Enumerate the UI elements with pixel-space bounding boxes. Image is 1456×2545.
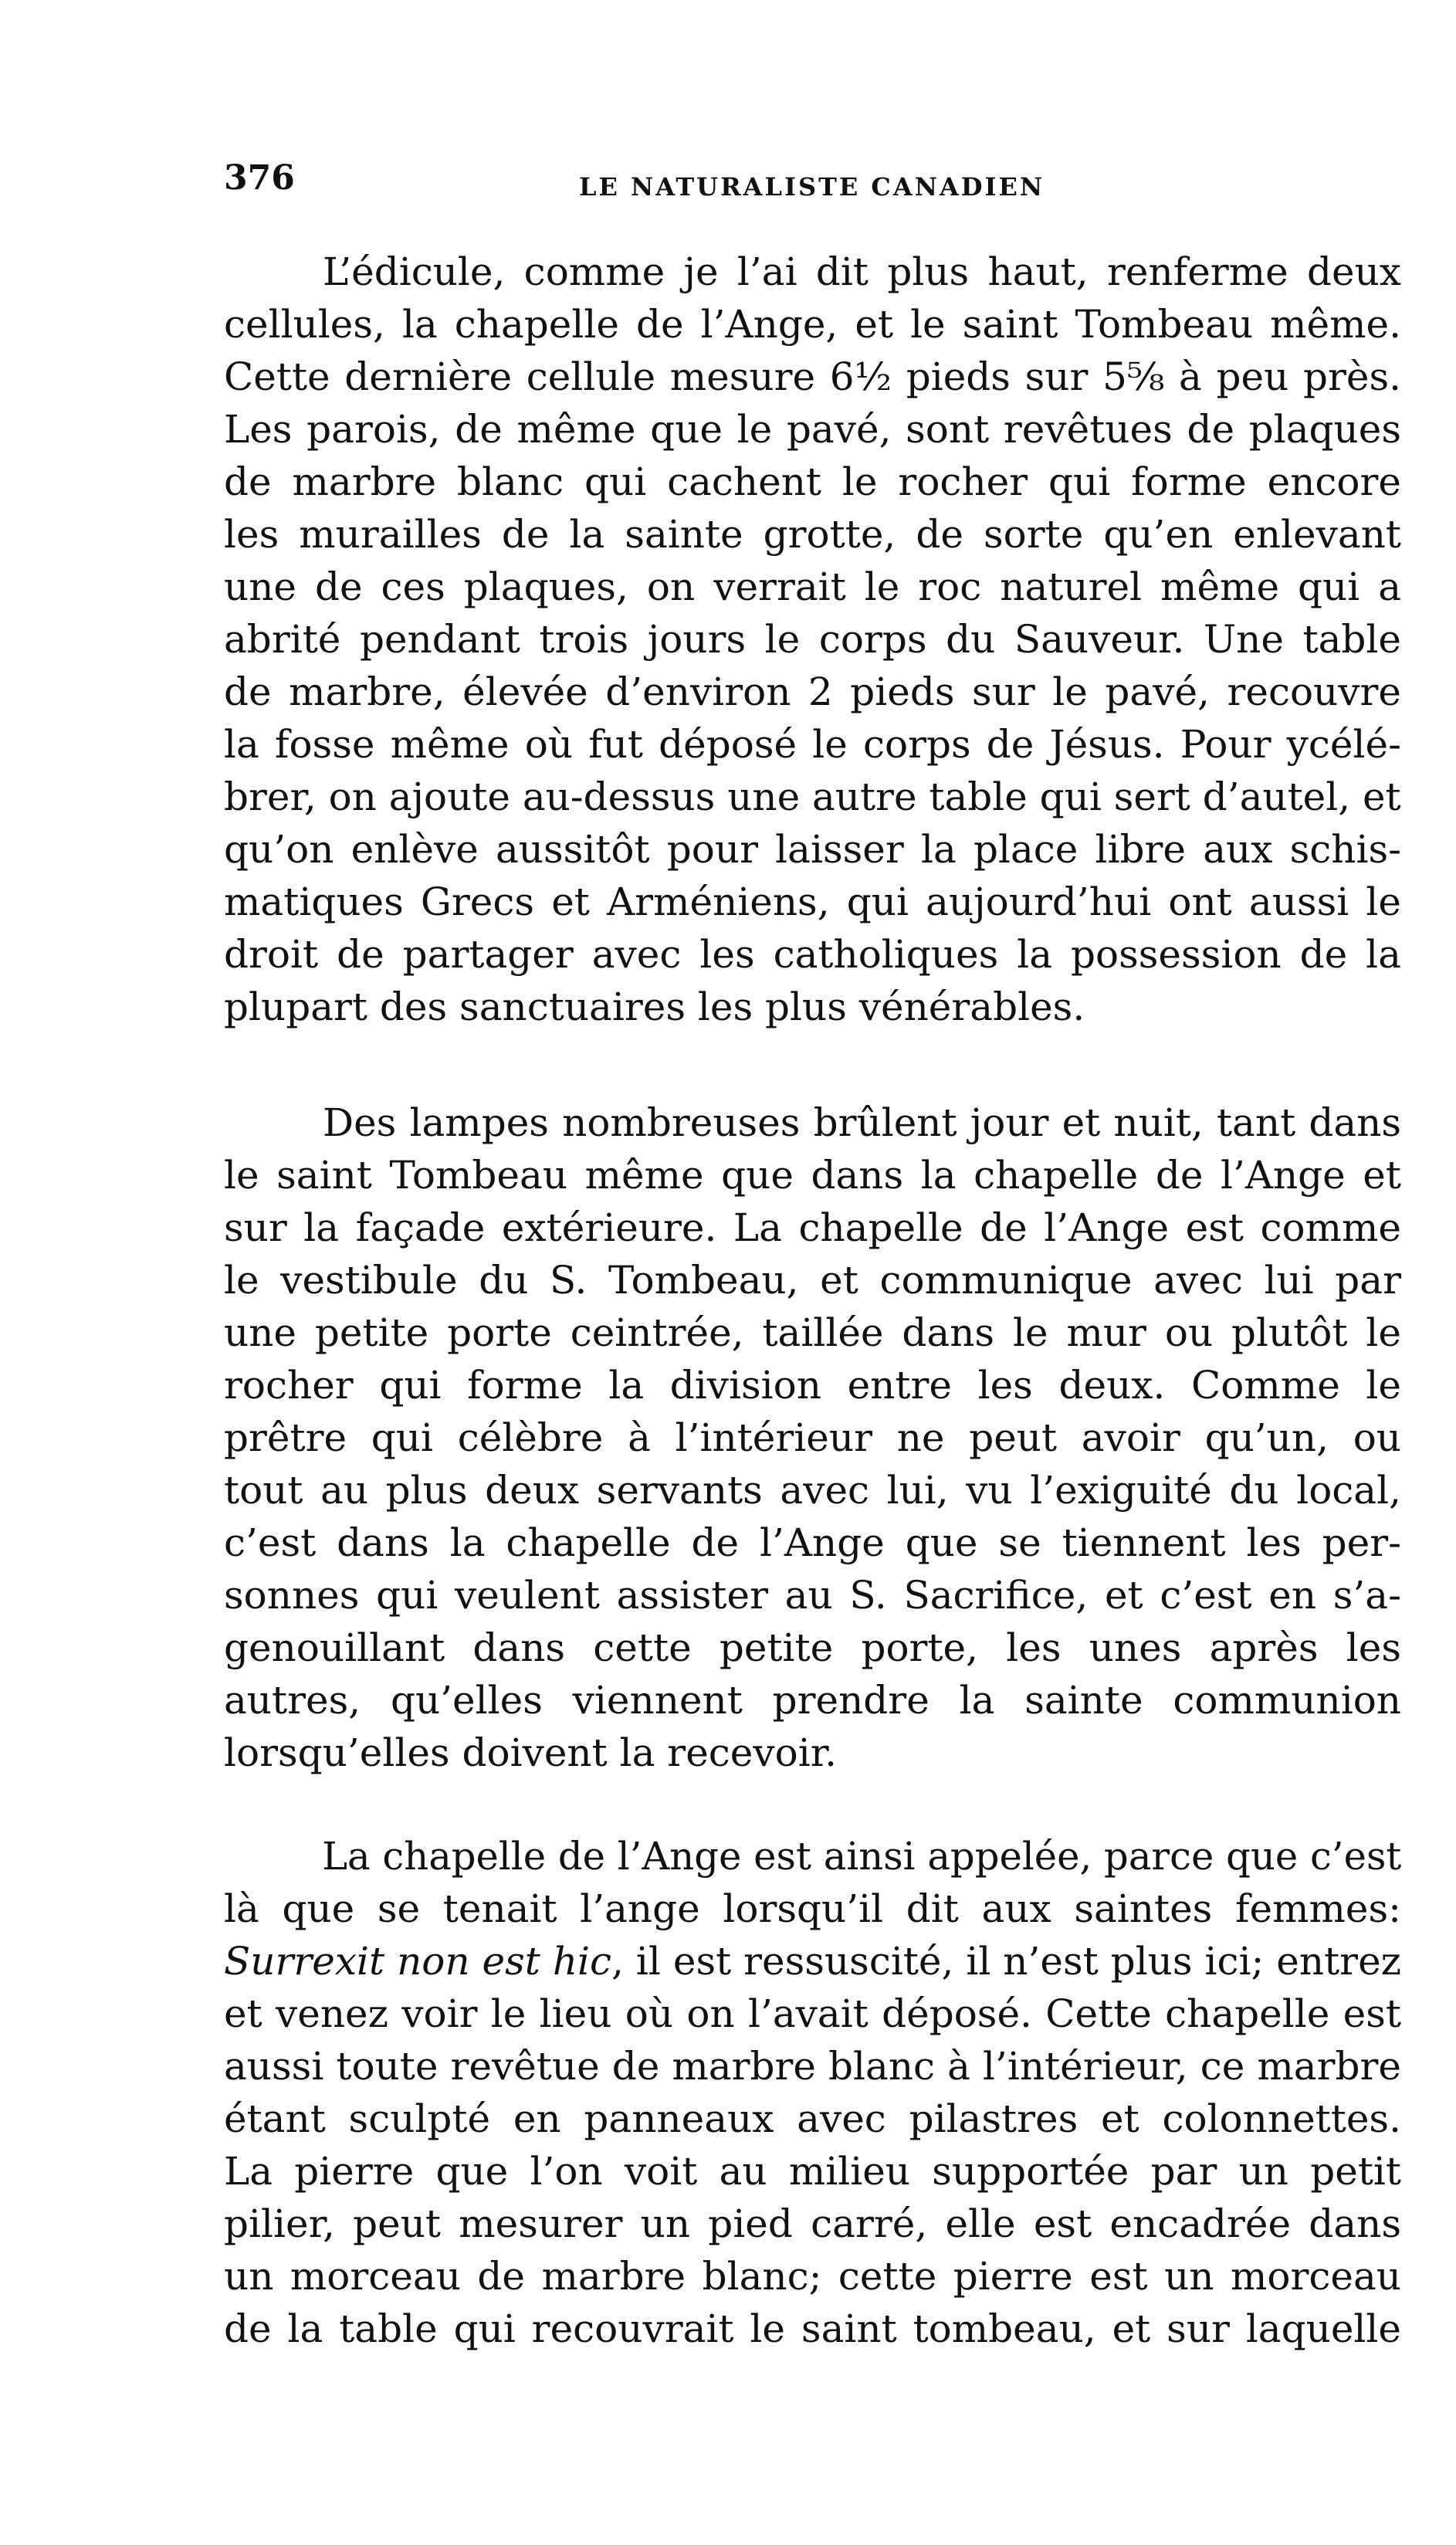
- text-line: matiques Grecs et Arméniens, qui aujourd’hui ont aussi le: [224, 879, 1401, 924]
- text-line: le saint Tombeau même que dans la chapelle de l’Ange et: [224, 1153, 1401, 1198]
- text-line: qu’on enlève aussitôt pour laisser la place libre aux schis-: [224, 827, 1401, 872]
- page-header: [224, 158, 1096, 205]
- paragraph-3: [224, 1830, 1401, 2355]
- text-line: tout au plus deux servants avec lui, vu l’exiguité du local,: [224, 1468, 1401, 1513]
- text-line: là que se tenait l’ange lorsqu’il dit aux saintes femmes:: [224, 1886, 1401, 1931]
- page-number: 376: [224, 158, 295, 198]
- text-line: sonnes qui veulent assister au S. Sacrifice, et c’est en s’a-: [224, 1573, 1401, 1618]
- text-line: autres, qu’elles viennent prendre la sainte communion: [224, 1678, 1401, 1723]
- text-line: une de ces plaques, on verrait le roc naturel même qui a: [224, 564, 1401, 609]
- text-line: Surrexit non est hic, il est ressuscité, il n’est plus ici; entrez: [224, 1939, 1402, 1984]
- text-line: lorsqu’elles doivent la recevoir.: [224, 1730, 838, 1775]
- text-line: Cette dernière cellule mesure 6½ pieds sur 5⅝ à peu près.: [224, 354, 1401, 399]
- text-line: Des lampes nombreuses brûlent jour et nuit, tant dans: [323, 1100, 1401, 1145]
- text-line: rocher qui forme la division entre les deux. Comme le: [224, 1363, 1401, 1408]
- text-line: de la table qui recouvrait le saint tombeau, et sur laquelle: [224, 2306, 1401, 2351]
- text-line: les murailles de la sainte grotte, de sorte qu’en enlevant: [224, 512, 1401, 557]
- paragraph-2: [224, 1096, 1401, 1779]
- text-line: de marbre blanc qui cachent le rocher qui forme encore: [224, 459, 1401, 504]
- text-line: cellules, la chapelle de l’Ange, et le saint Tombeau même.: [224, 302, 1401, 347]
- text-line: Les parois, de même que le pavé, sont revêtues de plaques: [224, 407, 1401, 452]
- text-line: de marbre, élevée d’environ 2 pieds sur le pavé, recouvre: [224, 669, 1401, 714]
- latin-quote: Surrexit non est hic: [224, 1939, 612, 1984]
- text-line: une petite porte ceintrée, taillée dans le mur ou plutôt le: [224, 1310, 1401, 1355]
- text-line: L’édicule, comme je l’ai dit plus haut, renferme deux: [323, 249, 1401, 294]
- text-line: prêtre qui célèbre à l’intérieur ne peut avoir qu’un, ou: [224, 1415, 1401, 1460]
- text-line: droit de partager avec les catholiques la possession de la: [224, 932, 1401, 977]
- text-line: et venez voir le lieu où on l’avait déposé. Cette chapelle est: [224, 1991, 1401, 2036]
- text-line: c’est dans la chapelle de l’Ange que se tiennent les per-: [224, 1520, 1401, 1565]
- text-line: pilier, peut mesurer un pied carré, elle est encadrée dans: [224, 2201, 1401, 2246]
- text-line: étant sculpté en panneaux avec pilastres et colonnettes.: [224, 2096, 1401, 2141]
- text-line: la fosse même où fut déposé le corps de Jésus. Pour ycélé-: [224, 722, 1401, 767]
- text-line: plupart des sanctuaires les plus vénérables.: [224, 984, 1085, 1029]
- text-line: un morceau de marbre blanc; cette pierre est un morceau: [224, 2254, 1401, 2299]
- paragraph-1: [224, 246, 1401, 1033]
- text-line: sur la façade extérieure. La chapelle de l’Ange est comme: [224, 1205, 1401, 1250]
- text-line: aussi toute revêtue de marbre blanc à l’intérieur, ce marbre: [224, 2044, 1401, 2089]
- text-line: abrité pendant trois jours le corps du Sauveur. Une table: [224, 617, 1401, 662]
- running-title: LE NATURALISTE CANADIEN: [579, 172, 1045, 202]
- text-line: La pierre que l’on voit au milieu supportée par un petit: [224, 2149, 1401, 2194]
- text-line: brer, on ajoute au-dessus une autre table qui sert d’autel, et: [224, 774, 1401, 819]
- text-line: genouillant dans cette petite porte, les unes après les: [224, 1625, 1401, 1670]
- text-line: le vestibule du S. Tombeau, et communique avec lui par: [224, 1258, 1401, 1303]
- text-line: La chapelle de l’Ange est ainsi appelée, parce que c’est: [322, 1834, 1402, 1879]
